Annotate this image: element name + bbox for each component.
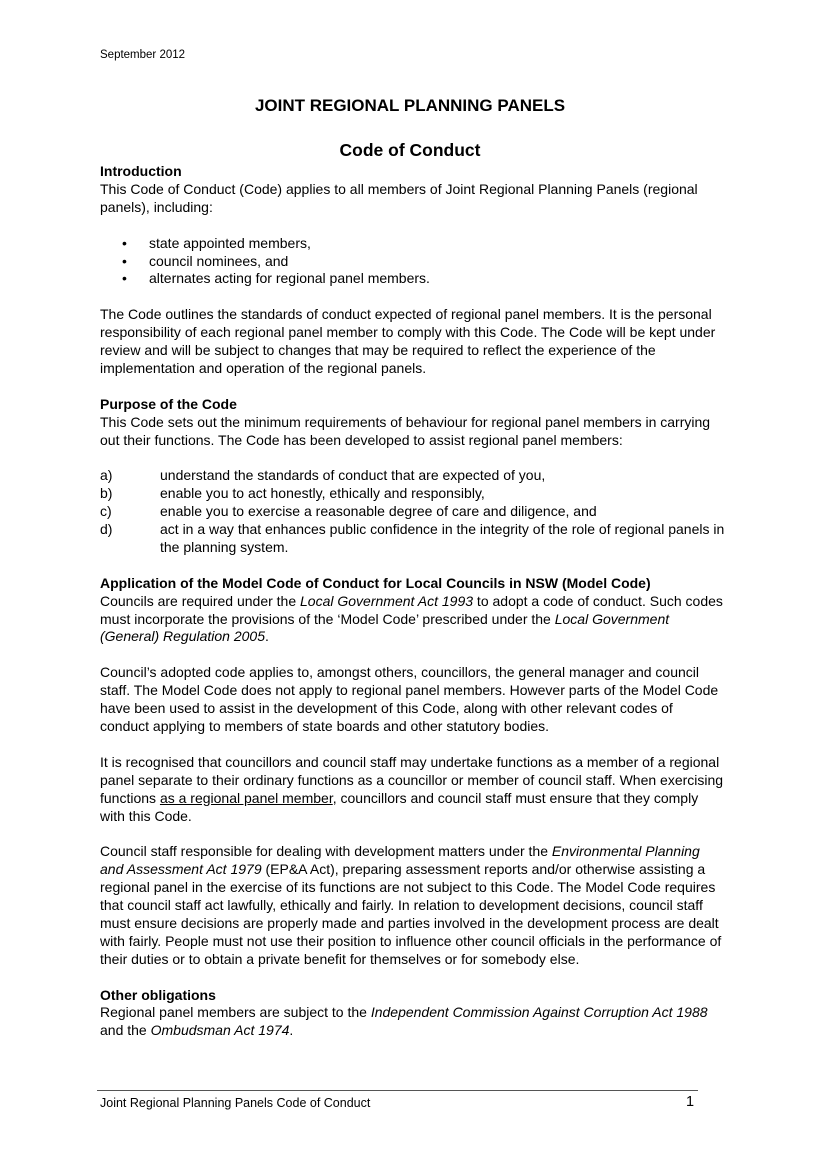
code-outline-paragraph: The Code outlines the standards of conduct expected of regional panel members. It is the personal responsibility of each regional panel member to comply with this Code. The Code will be kept under review and will be subject to changes that may be required to reflect the experience of the implementation and operation of the regional panels. [100,306,716,376]
act-reference: Ombudsman Act 1974 [150,1022,290,1039]
bullet-icon: • [122,252,127,269]
bullet-icon: • [122,270,127,287]
introduction-heading: Introduction [100,163,182,179]
list-item: c) enable you to exercise a reasonable degree of care and diligence, and [100,503,597,520]
document-subtitle: Code of Conduct [339,140,481,160]
application-paragraph-3: It is recognised that councillors and council staff may undertake functions as a member of a regional panel separate to their ordinary functions as a councillor or member of council staff. When exercising functions as a regional panel member, councillors and council staff must ensure that they comply with this Code. [100,753,724,824]
list-item: • alternates acting for regional panel members. [122,270,430,287]
application-heading: Application of the Model Code of Conduct for Local Councils in NSW (Model Code) [100,574,651,591]
list-item: b) enable you to act honestly, ethically and responsibly, [100,485,485,502]
other-obligations-paragraph: Regional panel members are subject to the Independent Commission Against Corruption Act 1988 and the Ombudsman Act 1974. [100,1004,708,1039]
act-reference: Local Government Act 1993 [300,592,474,609]
list-marker: b) [100,485,113,502]
footer-divider [97,1090,698,1091]
footer-title: Joint Regional Planning Panels Code of Conduct [100,1096,371,1110]
page-number: 1 [686,1094,695,1110]
act-reference: Independent Commission Against Corruption Act 1988 [370,1004,708,1021]
list-item: a) understand the standards of conduct that are expected of you, [100,467,546,484]
underlined-phrase: as a regional panel member [159,789,333,806]
list-marker: c) [100,503,112,520]
act-reference: Environmental Planning and Assessment Act 1979 [100,843,700,878]
purpose-heading: Purpose of the Code [100,395,237,412]
regulation-reference: Local Government (General) Regulation 2005 [100,610,670,645]
purpose-paragraph: This Code sets out the minimum requirements of behaviour for regional panel members in carrying out their functions. The Code has been developed to assist regional panel members: [100,413,711,448]
application-paragraph-4: Council staff responsible for dealing with development matters under the Environmental Planning and Assessment Act 1979 (EP&A Act), preparing assessment reports and/or otherwise assisting a regional panel in the exercise of its functions are not subject to this Code. The Model Code requires that council staff act lawfully, ethically and fairly. In relation to development decisions, council staff must ensure decisions are properly made and parties involved in the development process are dealt with fairly. People must not use their position to influence other council officials in the performance of their duties or to obtain a private benefit for themselves or for somebody else. [100,843,722,967]
header-date: September 2012 [100,49,186,61]
list-item: d) act in a way that enhances public confidence in the integrity of the role of regional panels in the planning system. [100,521,725,555]
application-paragraph-2: Council’s adopted code applies to, amongst others, councillors, the general manager and council staff. The Model Code does not apply to regional panel members. However parts of the Model Code have been used to assist in the development of this Code, along with other relevant codes of conduct applying to members of state boards and other statutory bodies. [100,664,719,734]
list-marker: d) [100,521,113,538]
document-body [100,163,725,1058]
purpose-list [100,467,725,557]
member-types-list [100,235,725,289]
document-title: JOINT REGIONAL PLANNING PANELS [254,96,566,115]
other-obligations-heading: Other obligations [100,986,216,1003]
list-item: • council nominees, and [122,252,289,269]
list-item: • state appointed members, [122,234,311,251]
bullet-icon: • [122,234,127,251]
application-paragraph-1: Councils are required under the Local Government Act 1993 to adopt a code of conduct. Such codes must incorporate the provisions of the ‘Model Code’ prescribed under the Local Government (General) Regulation 2005. [100,592,723,645]
list-marker: a) [100,467,113,484]
introduction-paragraph: This Code of Conduct (Code) applies to all members of Joint Regional Planning Panels (regional panels), including: [100,180,698,215]
